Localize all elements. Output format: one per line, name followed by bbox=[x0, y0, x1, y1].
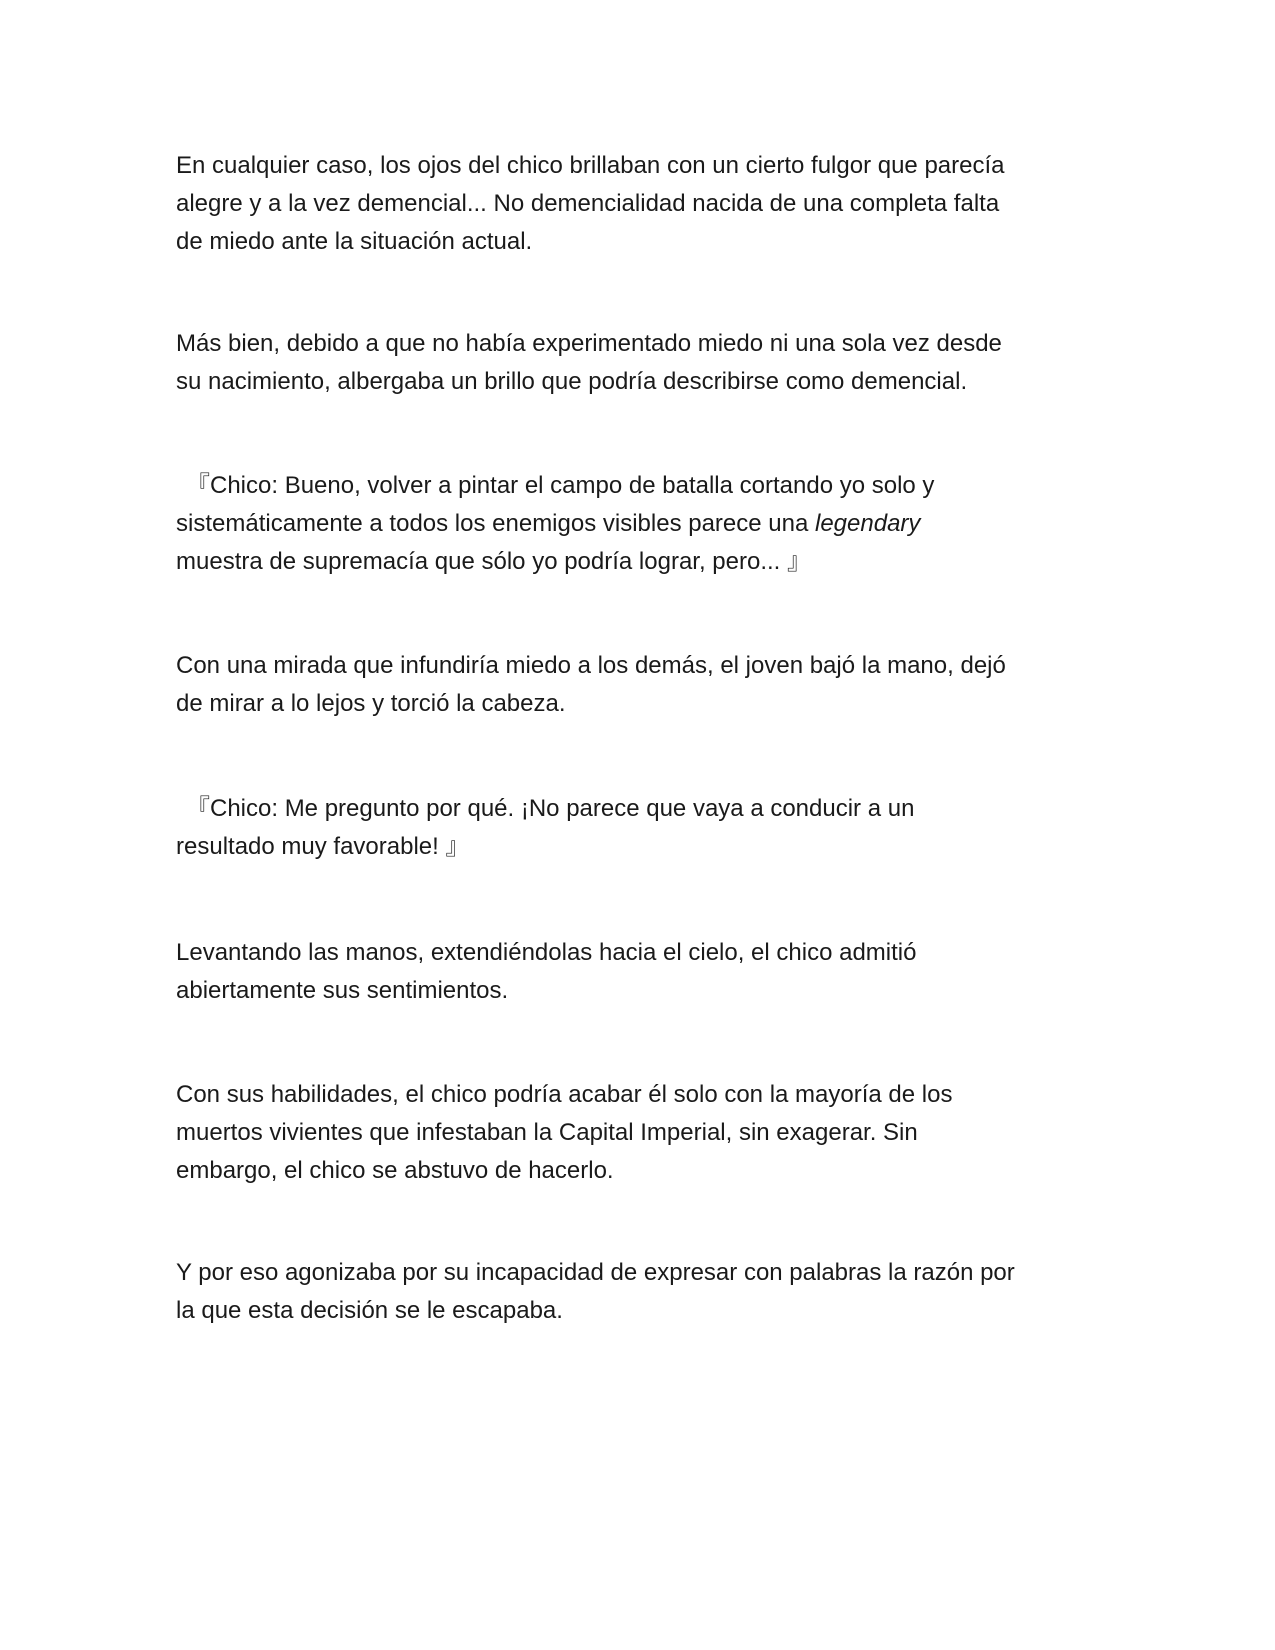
paragraph-4 bbox=[176, 647, 1106, 723]
text-line: de mirar a lo lejos y torció la cabeza. bbox=[176, 690, 566, 717]
text-line: Con una mirada que infundiría miedo a los demás, el joven bajó la mano, dejó bbox=[176, 652, 1006, 679]
paragraph-7 bbox=[176, 1076, 1106, 1190]
paragraph-1 bbox=[176, 147, 1106, 261]
text-line: En cualquier caso, los ojos del chico brillaban con un cierto fulgor que parecía bbox=[176, 152, 1005, 179]
paragraph-6 bbox=[176, 934, 1106, 1010]
text-line: de miedo ante la situación actual. bbox=[176, 228, 533, 255]
paragraph-2 bbox=[176, 325, 1106, 401]
text-line: muertos vivientes que infestaban la Capital Imperial, sin exagerar. Sin bbox=[176, 1119, 918, 1146]
italic-word: legendary bbox=[815, 510, 921, 537]
text-line: Con sus habilidades, el chico podría acabar él solo con la mayoría de los bbox=[176, 1081, 953, 1108]
text-line: 『Chico: Bueno, volver a pintar el campo de batalla cortando yo solo y bbox=[186, 472, 935, 499]
text-line: Levantando las manos, extendiéndolas hacia el cielo, el chico admitió bbox=[176, 939, 917, 966]
text-line: embargo, el chico se abstuvo de hacerlo. bbox=[176, 1157, 614, 1184]
text-line: muestra de supremacía que sólo yo podría lograr, pero... 』 bbox=[176, 548, 812, 575]
text-line bbox=[176, 505, 1106, 543]
dialogue-paragraph-2 bbox=[176, 790, 1106, 866]
text-line: 『Chico: Me pregunto por qué. ¡No parece que vaya a conducir a un bbox=[186, 795, 915, 822]
paragraph-8 bbox=[176, 1254, 1106, 1330]
text-line: abiertamente sus sentimientos. bbox=[176, 977, 509, 1004]
text-line: Y por eso agonizaba por su incapacidad de expresar con palabras la razón por bbox=[176, 1259, 1015, 1286]
text-line: Más bien, debido a que no había experimentado miedo ni una sola vez desde bbox=[176, 330, 1002, 357]
text-line: la que esta decisión se le escapaba. bbox=[176, 1297, 563, 1324]
text-line: su nacimiento, albergaba un brillo que podría describirse como demencial. bbox=[176, 368, 968, 395]
dialogue-paragraph-1 bbox=[176, 467, 1106, 581]
text-line: alegre y a la vez demencial... No demencialidad nacida de una completa falta bbox=[176, 190, 1000, 217]
text-line: resultado muy favorable! 』 bbox=[176, 833, 470, 860]
text-segment: sistemáticamente a todos los enemigos visibles parece una bbox=[176, 510, 815, 537]
